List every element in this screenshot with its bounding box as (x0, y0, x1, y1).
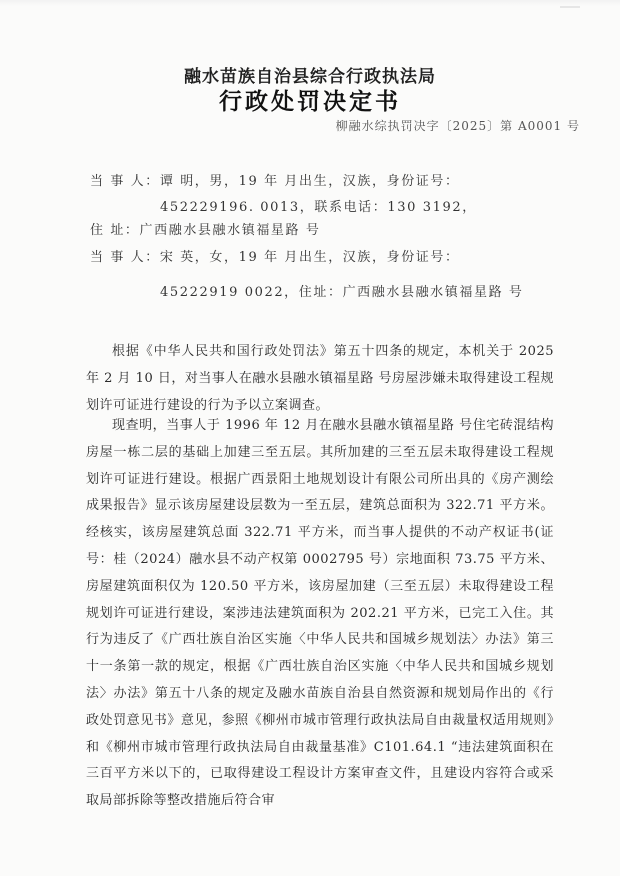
issuing-organization: 融水苗族自治县综合行政执法局 (184, 67, 436, 87)
document-title: 行政处罚决定书 (219, 88, 401, 115)
document-number: 柳融水综执罚决字〔2025〕第 A0001 号 (335, 119, 580, 133)
scan-edge (0, 0, 620, 6)
body-paragraph-findings (86, 413, 554, 815)
scan-mark (560, 6, 580, 8)
party-1-address: 住 址：广西融水县融水镇福星路 号 (90, 223, 321, 238)
party-1-info: 当 事 人：谭 明，男，19 年 月出生，汉族，身份证号： (90, 174, 460, 189)
body-paragraph-case-filing (86, 339, 554, 419)
party-1-id-phone: 452229196. 0013，联系电话：130 3192， (160, 200, 477, 215)
party-2-id-address: 45222919 0022，住址：广西融水县融水镇福星路 号 (160, 285, 524, 300)
paragraph-1: 根据《中华人民共和国行政处罚法》第五十四条的规定，本机关于 2025 年 2 月 10 日，对当事人在融水县融水镇福星路 号房屋涉嫌未取得建设工程规划许可证进行建设的行为予以立案调查。 (86, 344, 554, 413)
party-2-info: 当 事 人：宋 英，女，19 年 月出生，汉族，身份证号： (90, 250, 460, 265)
paragraph-2: 现查明，当事人于 1996 年 12 月在融水县融水镇福星路 号住宅砖混结构房屋一栋二层的基础上加建三至五层。其所加建的三至五层未取得建设工程规划许可证进行建设。根据广西景阳土地规划设计有限公司所出具的《房产测绘成果报告》显示该房屋建设层数为一至五层，建筑总面积为 322.71 平方米。经核实，该房屋建筑总面 322.71 平方米，而当事人提供的不动产权证书(证号：桂（2024）融水县不动产权第 0002795 号）宗地面积 73.75 平方米、房屋建筑面积仅为 120.50 平方米，该房屋加建（三至五层）未取得建设工程规划许可证进行建设，案涉违法建筑面积为 202.21 平方米，已完工入住。其行为违反了《广西壮族自治区实施〈中华人民共和国城乡规划法〉办法》第三十一条第一款的规定，根据《广西壮族自治区实施〈中华人民共和国城乡规划法〉办法》第五十八条的规定及融水苗族自治县自然资源和规划局作出的《行政处罚意见书》意见，参照《柳州市城市管理行政执法局自由裁量权适用规则》和《柳州市城市管理行政执法局自由裁量基准》C101.64.1 “违法建筑面积在三百平方米以下的，已取得建设工程设计方案审查文件，且建设内容符合或采取局部拆除等整改措施后符合审 (86, 418, 554, 809)
